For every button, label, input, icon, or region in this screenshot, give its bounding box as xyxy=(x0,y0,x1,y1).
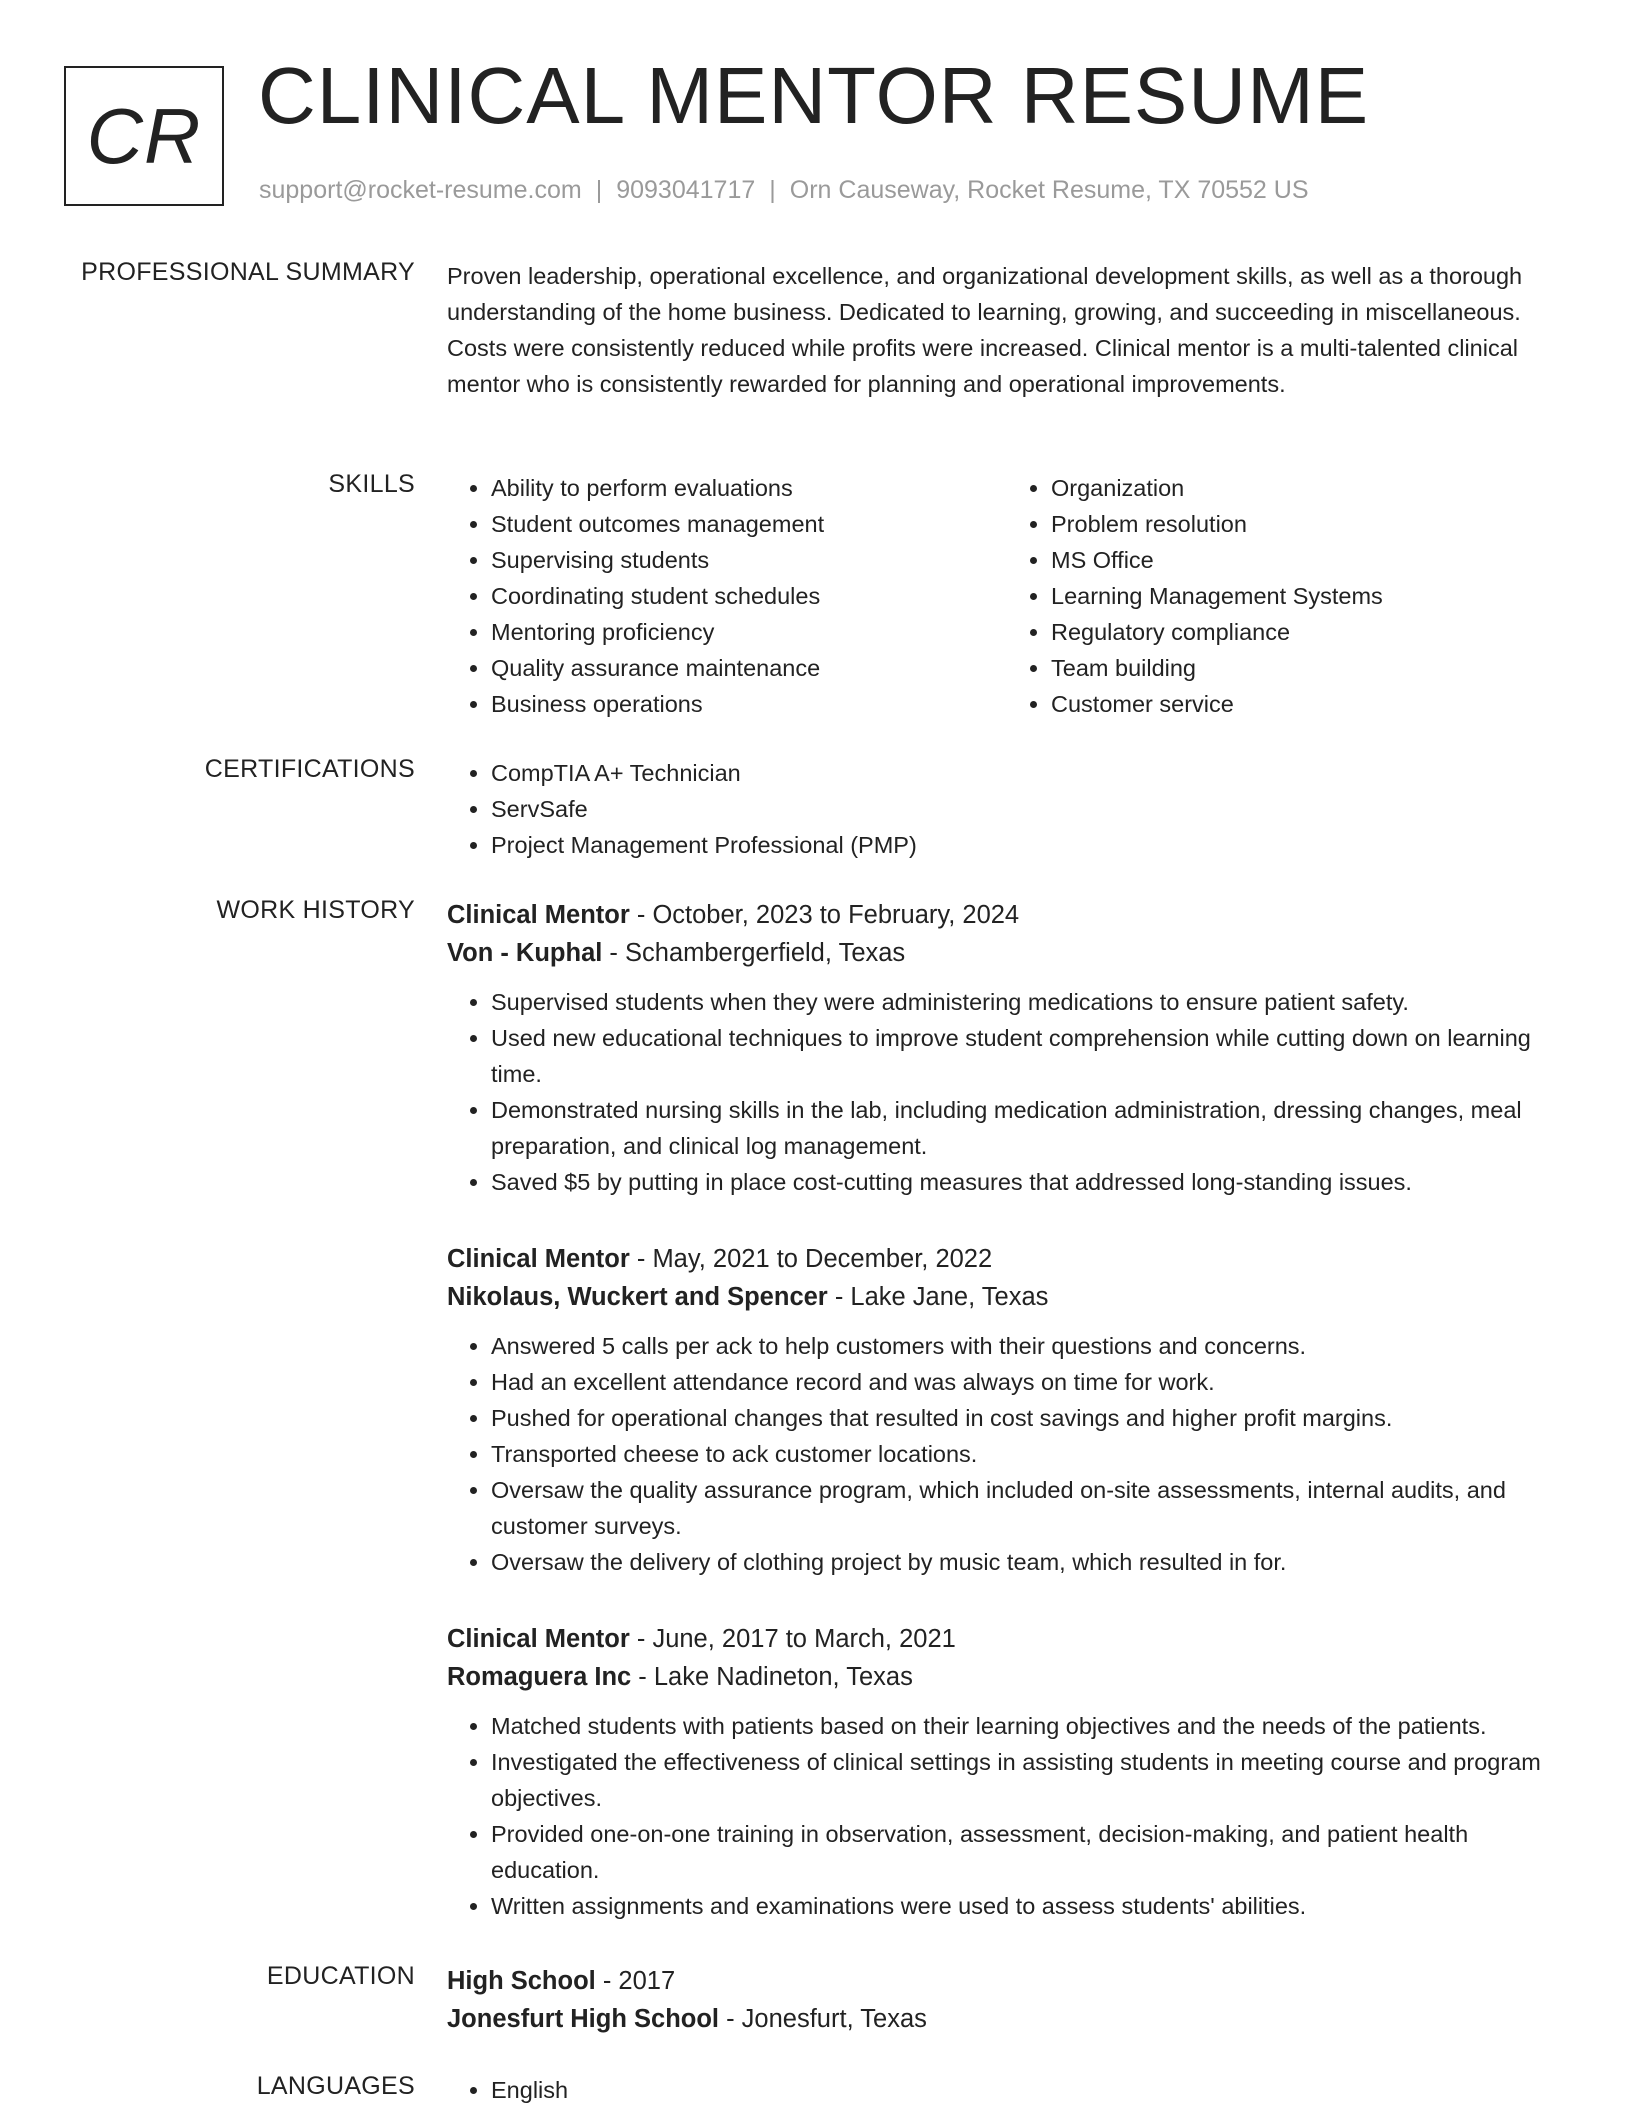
skills-list-left xyxy=(447,470,1007,722)
job-bullet: • Answered 5 calls per ack to help customers with their questions and concerns. xyxy=(491,1328,1567,1364)
education-degree-line xyxy=(447,1962,1567,2000)
company-location: - Schambergerfield, Texas xyxy=(602,939,906,967)
skill-item: • Quality assurance maintenance xyxy=(491,650,1007,686)
education-school-line xyxy=(447,2000,1567,2038)
job-dates: - June, 2017 to March, 2021 xyxy=(629,1625,956,1653)
skill-item: • Regulatory compliance xyxy=(1051,614,1567,650)
job-dates: - October, 2023 to February, 2024 xyxy=(629,901,1020,929)
certifications-content xyxy=(447,755,1567,863)
education-year: - 2017 xyxy=(595,1967,676,1995)
job-bullet: • Demonstrated nursing skills in the lab, including medication administration, dressing changes, meal preparation, and clinical log management. xyxy=(491,1092,1567,1164)
education-location: - Jonesfurt, Texas xyxy=(719,2005,927,2033)
skill-item: • Business operations xyxy=(491,686,1007,722)
job-bullet: • Matched students with patients based on their learning objectives and the needs of the patients. xyxy=(491,1708,1567,1744)
education-content xyxy=(447,1962,1567,2050)
job-bullets xyxy=(447,1328,1567,1580)
monogram-badge: CR xyxy=(64,66,224,206)
job-title: Clinical Mentor xyxy=(447,1625,630,1653)
job-bullet: • Oversaw the quality assurance program, which included on-site assessments, internal audits, and customer surveys. xyxy=(491,1472,1567,1544)
address: Orn Causeway, Rocket Resume, TX 70552 US xyxy=(789,176,1309,204)
languages-content xyxy=(447,2072,1567,2108)
contact-separator: | xyxy=(769,176,776,204)
job-bullets xyxy=(447,984,1567,1200)
company-location: - Lake Nadineton, Texas xyxy=(631,1663,913,1691)
section-label-languages: LANGUAGES xyxy=(256,2072,415,2100)
language-item: • English xyxy=(491,2072,1567,2108)
phone-number[interactable]: 9093041717 xyxy=(616,176,756,204)
job-company-line xyxy=(447,1278,1567,1316)
company-name: Romaguera Inc xyxy=(447,1663,632,1691)
job-dates: - May, 2021 to December, 2022 xyxy=(629,1245,993,1273)
email-link[interactable]: support@rocket-resume.com xyxy=(259,176,582,204)
job-bullet: • Had an excellent attendance record and was always on time for work. xyxy=(491,1364,1567,1400)
contact-line xyxy=(259,176,1309,205)
job-bullet: • Pushed for operational changes that resulted in cost savings and higher profit margins. xyxy=(491,1400,1567,1436)
languages-list xyxy=(447,2072,1567,2108)
skill-item: • Mentoring proficiency xyxy=(491,614,1007,650)
job-company-line xyxy=(447,934,1567,972)
skill-item: • Team building xyxy=(1051,650,1567,686)
skill-item: • Organization xyxy=(1051,470,1567,506)
skill-item: • Supervising students xyxy=(491,542,1007,578)
job-bullet: • Transported cheese to ack customer locations. xyxy=(491,1436,1567,1472)
contact-separator: | xyxy=(595,176,603,204)
job-bullets xyxy=(447,1708,1567,1924)
section-label-work-history: WORK HISTORY xyxy=(216,896,415,924)
job-bullet: • Used new educational techniques to improve student comprehension while cutting down on learning time. xyxy=(491,1020,1567,1092)
certification-item: • Project Management Professional (PMP) xyxy=(491,827,1567,863)
job-bullet: • Supervised students when they were administering medications to ensure patient safety. xyxy=(491,984,1567,1020)
company-name: Von - Kuphal xyxy=(447,939,603,967)
certifications-list xyxy=(447,755,1567,863)
skills-list-right xyxy=(1007,470,1567,722)
certification-item: • CompTIA A+ Technician xyxy=(491,755,1567,791)
skill-item: • Student outcomes management xyxy=(491,506,1007,542)
section-label-skills: SKILLS xyxy=(328,470,415,498)
job-bullet: • Written assignments and examinations were used to assess students' abilities. xyxy=(491,1888,1567,1924)
job-bullet: • Oversaw the delivery of clothing project by music team, which resulted in for. xyxy=(491,1544,1567,1580)
job-title-line xyxy=(447,1240,1567,1278)
skill-item: • Ability to perform evaluations xyxy=(491,470,1007,506)
resume-title: CLINICAL MENTOR RESUME xyxy=(258,51,1370,140)
job-company-line xyxy=(447,1658,1567,1696)
skill-item: • MS Office xyxy=(1051,542,1567,578)
job-title: Clinical Mentor xyxy=(447,901,630,929)
education-degree: High School xyxy=(447,1967,596,1995)
job-title: Clinical Mentor xyxy=(447,1245,630,1273)
job-bullet: • Saved $5 by putting in place cost-cutting measures that addressed long-standing issues. xyxy=(491,1164,1567,1200)
section-label-summary: PROFESSIONAL SUMMARY xyxy=(81,258,415,286)
job-title-line xyxy=(447,896,1567,934)
summary-text: Proven leadership, operational excellence, and organizational development skills, as well as a thorough understanding of the home business. Dedicated to learning, growing, and succeeding in miscellaneous. Costs were consistently reduced while profits were increased. Clinical mentor is a multi-talented clinical mentor who is consistently rewarded for planning and operational improvements. xyxy=(447,263,1523,397)
company-name: Nikolaus, Wuckert and Spencer xyxy=(447,1283,828,1311)
certification-item: • ServSafe xyxy=(491,791,1567,827)
company-location: - Lake Jane, Texas xyxy=(827,1283,1049,1311)
section-label-education: EDUCATION xyxy=(266,1962,415,1990)
skill-item: • Coordinating student schedules xyxy=(491,578,1007,614)
section-label-certifications: CERTIFICATIONS xyxy=(204,755,415,783)
skill-item: • Problem resolution xyxy=(1051,506,1567,542)
job-bullet: • Investigated the effectiveness of clinical settings in assisting students in meeting course and program objectives. xyxy=(491,1744,1567,1816)
skill-item: • Learning Management Systems xyxy=(1051,578,1567,614)
job-title-line xyxy=(447,1620,1567,1658)
skills-columns xyxy=(447,470,1567,722)
education-school: Jonesfurt High School xyxy=(447,2005,720,2033)
skill-item: • Customer service xyxy=(1051,686,1567,722)
job-bullet: • Provided one-on-one training in observation, assessment, decision-making, and patient health education. xyxy=(491,1816,1567,1888)
